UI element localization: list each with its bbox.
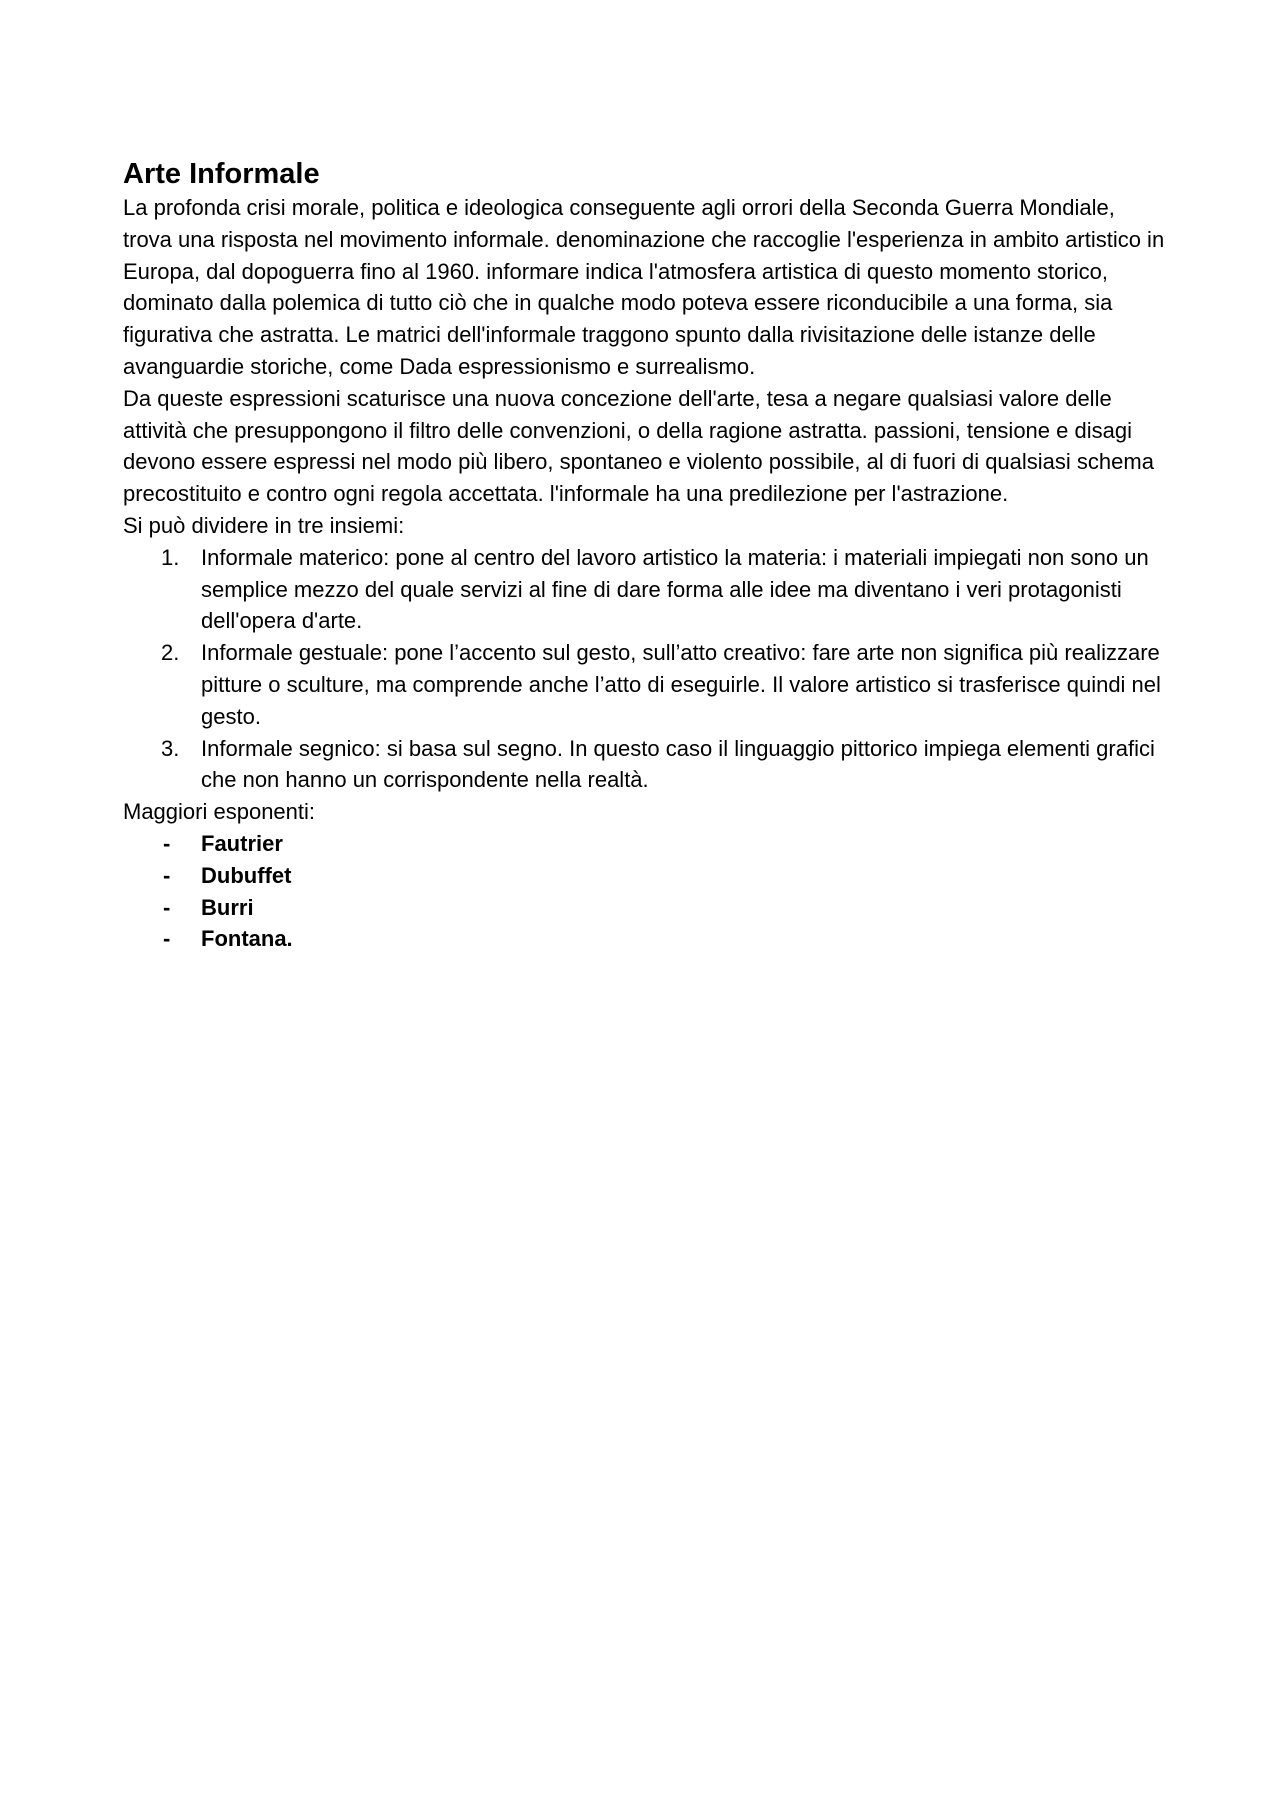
list-number: 2. xyxy=(161,640,180,666)
list-item-materico xyxy=(123,542,1168,637)
list-item-text: Informale segnico: si basa sul segno. In questo caso il linguaggio pittorico impiega elementi grafici che non hanno un corrispondente nella realtà. xyxy=(201,735,1155,793)
exponent-name: Fontana. xyxy=(201,926,293,952)
paragraph-intro: La profonda crisi morale, politica e ideologica conseguente agli orrori della Seconda Guerra Mondiale, trova una risposta nel movimento informale. denominazione che raccoglie l'esperienza in ambito artistico in Europa, dal dopoguerra fino al 1960. informare indica l'atmosfera artistica di questo momento storico, dominato dalla polemica di tutto ciò che in qualche modo poteva essere riconducibile a una forma, sia figurativa che astratta. Le matrici dell'informale traggono spunto dalla rivisitazione delle istanze delle avanguardie storiche, come Dada espressionismo e surrealismo. xyxy=(123,195,1165,379)
list-item-segnico xyxy=(123,733,1168,797)
exponent-item xyxy=(123,828,1168,860)
list-item-text: Informale materico: pone al centro del lavoro artistico la materia: i materiali impiegati non sono un semplice mezzo del quale servizi al fine di dare forma alle idee ma diventano i veri protagonisti dell'opera d'arte. xyxy=(201,544,1149,634)
exponent-name: Burri xyxy=(201,894,254,920)
exponent-name: Dubuffet xyxy=(201,862,292,888)
list-item-gestuale xyxy=(123,637,1168,732)
exponent-item xyxy=(123,923,1168,955)
numbered-list xyxy=(123,542,1168,796)
document-page xyxy=(123,156,1168,955)
exponent-item xyxy=(123,860,1168,892)
exponent-item xyxy=(123,892,1168,924)
document-title: Arte Informale xyxy=(123,158,320,190)
exponents-label: Maggiori esponenti: xyxy=(123,799,316,825)
dash-bullet: - xyxy=(163,926,171,952)
list-number: 1. xyxy=(161,544,180,570)
paragraph-concept: Da queste espressioni scaturisce una nuova concezione dell'arte, tesa a negare qualsiasi valore delle attività che presuppongono il filtro delle convenzioni, o della ragione astratta. passioni, tensione e disagi devono essere espressi nel modo più libero, spontaneo e violento possibile, al di fuori di qualsiasi schema precostituito e contro ogni regola accettata. l'informale ha una predilezione per l'astrazione. xyxy=(123,385,1154,507)
exponents-list xyxy=(123,828,1168,955)
dash-bullet: - xyxy=(163,894,171,920)
list-number: 3. xyxy=(161,735,180,761)
dash-bullet: - xyxy=(163,830,171,856)
paragraph-division: Si può dividere in tre insiemi: xyxy=(123,512,405,538)
list-item-text: Informale gestuale: pone l’accento sul gesto, sull’atto creativo: fare arte non significa più realizzare pitture o sculture, ma comprende anche l’atto di eseguirle. Il valore artistico si trasferisce quindi nel gesto. xyxy=(201,640,1161,729)
exponent-name: Fautrier xyxy=(201,830,283,856)
dash-bullet: - xyxy=(163,862,171,888)
